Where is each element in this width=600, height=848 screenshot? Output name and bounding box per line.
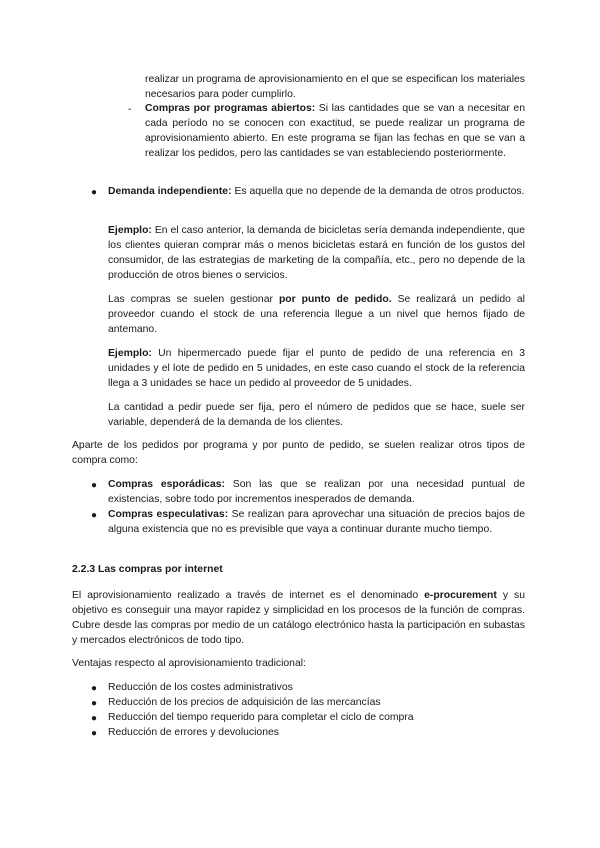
bullet-dot: ● <box>91 187 98 198</box>
advantage-item: Reducción de los precios de adquisición de las mercancías <box>108 697 381 708</box>
order-point-term: por punto de pedido. <box>278 294 392 305</box>
bullet-dot: ● <box>91 698 98 709</box>
bullet-dot: ● <box>91 480 98 491</box>
example-1-text: En el caso anterior, la demanda de bicicletas sería demanda independiente, que los clientes quieran comprar más o menos bicicletas estará en función de los gustos del consumidor, de las estrategias de marketing de la compañía, etc., pero no depende de la producción de otros bienes o servicios. <box>108 225 525 281</box>
independent-demand-item <box>108 184 525 199</box>
e-procurement-post: y su objetivo es conseguir una mayor rapidez y simplicidad en los procesos de la función de compras. Cubre desde las compras por medio de un catálogo electrónico hasta la participación en subastas y mercados electrónicos de todo tipo. <box>72 590 525 646</box>
e-procurement-pre: El aprovisionamiento realizado a través de internet es el denominado <box>72 590 425 601</box>
speculative-purchases-item <box>108 507 525 537</box>
bullet-dot: ● <box>91 713 98 724</box>
advantage-item: Reducción de los costes administrativos <box>108 682 293 693</box>
quantity-paragraph: La cantidad a pedir puede ser fija, pero el número de pedidos que se hace, suele ser variable, dependerá de la demanda de los clientes. <box>108 402 525 428</box>
open-programs-term: Compras por programas abiertos: <box>145 103 316 114</box>
continuation-paragraph: realizar un programa de aprovisionamiento en el que se especifican los materiales necesarios para poder cumplirlo. <box>145 74 525 100</box>
speculative-term: Compras especulativas: <box>108 509 229 520</box>
open-programs-text: Si las cantidades que se van a necesitar en cada período no se conocen con exactitud, se puede realizar un programa de aprovisionamiento abierto. En este programa se fijan las fechas en que se van a realizar los pedidos, pero las cantidades se van estableciendo posteriormente. <box>145 103 525 159</box>
example-2-paragraph <box>108 346 525 391</box>
independent-demand-text: Es aquella que no depende de la demanda de otros productos. <box>231 186 525 197</box>
advantage-item: Reducción de errores y devoluciones <box>108 727 279 738</box>
other-types-paragraph: Aparte de los pedidos por programa y por punto de pedido, se suelen realizar otros tipos de compra como: <box>72 440 525 466</box>
example-1-paragraph <box>108 223 525 283</box>
bullet-dot: ● <box>91 510 98 521</box>
bullet-dot: ● <box>91 683 98 694</box>
order-point-post: Se realizará un pedido al proveedor cuando el stock de una referencia llegue a un nivel que hemos fijado de antemano. <box>108 294 525 335</box>
example-2-text: Un hipermercado puede fijar el punto de pedido de una referencia en 3 unidades y el lote de pedido en 5 unidades, en este caso cuando el stock de la referencia llega a 3 unidades se hace un pedido al proveedor de 5 unidades. <box>108 348 525 389</box>
example-1-term: Ejemplo: <box>108 225 152 236</box>
e-procurement-term: e-procurement <box>424 590 497 601</box>
speculative-text: Se realizan para aprovechar una situación de precios bajos de alguna existencia que no es previsible que vaya a continuar durante mucho tiempo. <box>108 509 525 535</box>
order-point-pre: Las compras se suelen gestionar <box>108 294 279 305</box>
independent-demand-term: Demanda independiente: <box>108 186 232 197</box>
advantages-intro: Ventajas respecto al aprovisionamiento tradicional: <box>72 658 306 669</box>
sporadic-text: Son las que se realizan por una necesidad puntual de existencias, sobre todo por incrementos inesperados de demanda. <box>108 479 525 505</box>
order-point-paragraph <box>108 292 525 337</box>
dash-bullet: - <box>128 104 132 115</box>
sporadic-term: Compras esporádicas: <box>108 479 225 490</box>
open-programs-item <box>145 101 525 161</box>
section-heading: 2.2.3 Las compras por internet <box>72 564 223 575</box>
sporadic-purchases-item <box>108 477 525 507</box>
bullet-dot: ● <box>91 728 98 739</box>
example-2-term: Ejemplo: <box>108 348 152 359</box>
e-procurement-paragraph <box>72 588 525 648</box>
advantage-item: Reducción del tiempo requerido para completar el ciclo de compra <box>108 712 414 723</box>
